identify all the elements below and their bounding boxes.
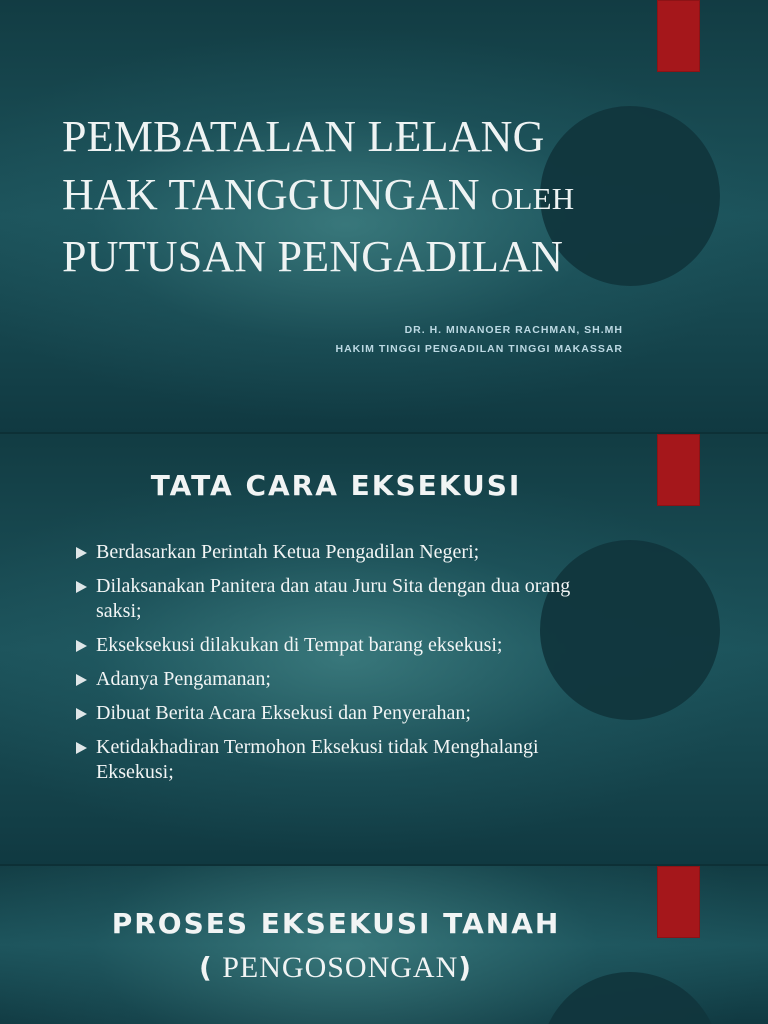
bullet-item bbox=[76, 540, 596, 565]
title-oleh: OLEH bbox=[490, 181, 575, 216]
title-line-3: PUTUSAN PENGADILAN bbox=[62, 232, 564, 281]
heading-sub: PENGOSONGAN bbox=[213, 951, 459, 984]
bullet-item bbox=[76, 667, 596, 692]
bullet-item bbox=[76, 574, 596, 624]
heading-main: PROSES EKSEKUSI TANAH bbox=[111, 907, 561, 940]
bullet-text: Ekseksekusi dilakukan di Tempat barang eksekusi; bbox=[96, 634, 503, 656]
bullet-item bbox=[76, 701, 596, 726]
slide-heading: TATA CARA EKSEKUSI bbox=[150, 469, 522, 502]
triangle-bullet-icon bbox=[76, 547, 87, 559]
bullet-text: Adanya Pengamanan; bbox=[96, 668, 271, 690]
author-block bbox=[336, 321, 624, 359]
bullet-item bbox=[76, 735, 596, 785]
title-line-1: PEMBATALAN LELANG bbox=[62, 112, 545, 161]
slide-proses-eksekusi bbox=[0, 866, 768, 1024]
triangle-bullet-icon bbox=[76, 581, 87, 593]
author-position: HAKIM TINGGI PENGADILAN TINGGI MAKASSAR bbox=[335, 343, 623, 355]
heading-paren-close: ) bbox=[458, 951, 474, 984]
red-accent-bar bbox=[657, 0, 700, 72]
title-line-2: HAK TANGGUNGAN bbox=[62, 170, 480, 219]
author-name: DR. H. MINANOER RACHMAN, SH.MH bbox=[404, 324, 623, 336]
heading-paren-open: ( bbox=[198, 951, 214, 984]
bullet-text: Dilaksanakan Panitera dan atau Juru Sita dengan dua orang saksi; bbox=[96, 575, 571, 622]
bullet-text: Berdasarkan Perintah Ketua Pengadilan Negeri; bbox=[96, 541, 480, 563]
bullet-item bbox=[76, 633, 596, 658]
bullet-list bbox=[76, 540, 596, 794]
slide-heading bbox=[0, 902, 672, 990]
triangle-bullet-icon bbox=[76, 640, 87, 652]
bullet-text: Ketidakhadiran Termohon Eksekusi tidak Menghalangi Eksekusi; bbox=[96, 736, 539, 783]
triangle-bullet-icon bbox=[76, 708, 87, 720]
presentation-title bbox=[62, 108, 574, 286]
bullet-text: Dibuat Berita Acara Eksekusi dan Penyerahan; bbox=[96, 702, 471, 724]
triangle-bullet-icon bbox=[76, 674, 87, 686]
slide-tata-cara bbox=[0, 434, 768, 864]
triangle-bullet-icon bbox=[76, 742, 87, 754]
slide-title bbox=[0, 0, 768, 432]
